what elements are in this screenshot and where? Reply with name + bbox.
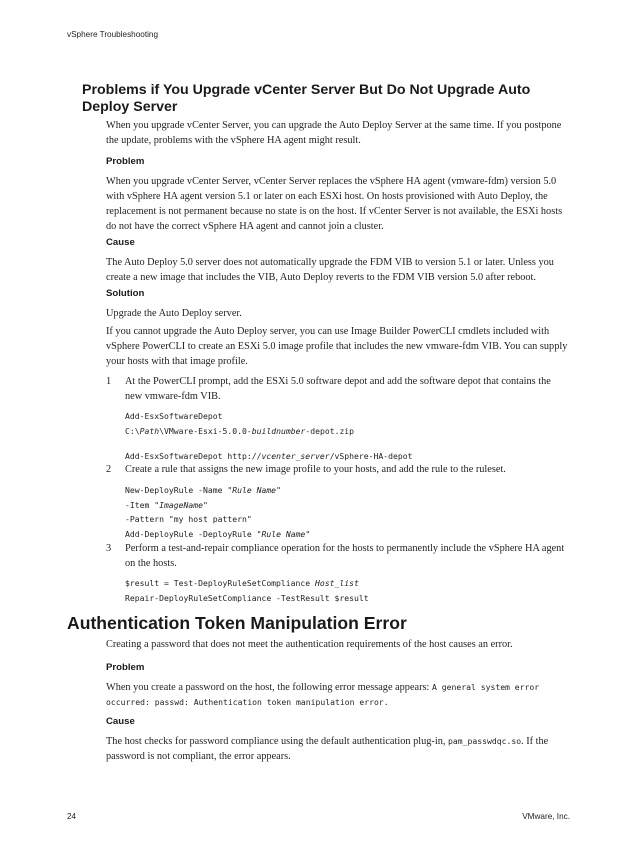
code-line: $result = Test-DeployRuleSetCompliance Host_list bbox=[125, 578, 359, 588]
cause-heading: Cause bbox=[106, 716, 135, 727]
publisher: VMware, Inc. bbox=[522, 812, 570, 821]
section1-intro bbox=[106, 118, 570, 148]
solution-heading: Solution bbox=[106, 288, 145, 299]
step-1 bbox=[125, 374, 570, 464]
cause-paragraph: The host checks for password compliance using the default authentication plug-in, pam_passwdqc.so. If the password is not compliant, the error appears. bbox=[106, 736, 549, 762]
code-line: C:\Path\VMware-Esxi-5.0.0-buildnumber-depot.zip bbox=[125, 425, 355, 436]
problem-heading: Problem bbox=[106, 156, 145, 167]
problem-block bbox=[106, 662, 570, 710]
problem-heading: Problem bbox=[106, 662, 145, 673]
cause-paragraph: The Auto Deploy 5.0 server does not automatically upgrade the FDM VIB to version 5.1 or later. Unless you create a new image that includes the VIB, Auto Deploy reverts to the FDM VIB version 5.0 after reboot. bbox=[106, 257, 554, 283]
code-block bbox=[125, 409, 570, 464]
problem-block bbox=[106, 156, 570, 234]
intro-paragraph: Creating a password that does not meet the authentication requirements of the host causes an error. bbox=[106, 639, 513, 650]
step-number: 3 bbox=[106, 543, 112, 554]
intro-paragraph: When you upgrade vCenter Server, you can upgrade the Auto Deploy Server at the same time. If you postpone the update, problems with the vSphere HA agent might result. bbox=[106, 120, 562, 146]
section2-intro bbox=[106, 637, 570, 652]
cause-block bbox=[106, 237, 570, 285]
section-title-auto-deploy: Problems if You Upgrade vCenter Server But Do Not Upgrade Auto Deploy Server bbox=[82, 82, 531, 115]
step-text: Create a rule that assigns the new image profile to your hosts, and add the rule to the ruleset. bbox=[125, 464, 506, 475]
plugin-name-code: pam_passwdqc.so bbox=[448, 736, 522, 746]
step-2 bbox=[125, 462, 570, 541]
solution-paragraph-1: Upgrade the Auto Deploy server. bbox=[106, 308, 242, 319]
cause-heading: Cause bbox=[106, 237, 135, 248]
running-header: vSphere Troubleshooting bbox=[67, 30, 159, 39]
page-number: 24 bbox=[67, 812, 77, 821]
code-line: Repair-DeployRuleSetCompliance -TestResult $result bbox=[125, 592, 369, 603]
solution-block bbox=[106, 288, 570, 369]
step-text: At the PowerCLI prompt, add the ESXi 5.0 software depot and add the software depot that contains the new vmware-fdm VIB. bbox=[125, 376, 551, 402]
problem-paragraph: When you upgrade vCenter Server, vCenter Server replaces the vSphere HA agent (vmware-fdm) version 5.0 with vSphere HA agent version 5.1 or later on each ESXi host. On hosts provisioned with Auto Deploy, the replacement is not permanent because no state is on the host. If vCenter Server is not available, the ESXi hosts do not have the correct vSphere HA agent and cannot join a cluster. bbox=[106, 176, 563, 232]
step-text: Perform a test-and-repair compliance operation for the hosts to permanently include the vSphere HA agent on the hosts. bbox=[125, 543, 565, 569]
section-title-auth-token: Authentication Token Manipulation Error bbox=[67, 613, 407, 633]
code-line: Add-EsxSoftwareDepot bbox=[125, 411, 223, 421]
code-line: -Pattern "my host pattern" bbox=[125, 514, 252, 525]
error-message-code: A general system error occurred: passwd: Authentication token manipulation error. bbox=[106, 682, 540, 707]
code-line: Add-DeployRule -DeployRule "Rule Name" bbox=[125, 528, 311, 539]
code-block bbox=[125, 576, 570, 605]
solution-paragraph-2: If you cannot upgrade the Auto Deploy server, you can use Image Builder PowerCLI cmdlets included with vSphere PowerCLI to create an ESXi 5.0 image profile that includes the new vmware-fdm VIB. You can supply your hosts with that image profile. bbox=[106, 326, 568, 367]
problem-paragraph: When you create a password on the host, the following error message appears: A general system error occurred: passwd: Authentication token manipulation error. bbox=[106, 682, 540, 707]
code-block bbox=[125, 483, 570, 541]
code-line: New-DeployRule -Name "Rule Name" bbox=[125, 485, 281, 495]
code-line: -Item "ImageName" bbox=[125, 499, 208, 510]
code-line: Add-EsxSoftwareDepot http://vcenter_server/vSphere-HA-depot bbox=[125, 451, 413, 462]
step-3 bbox=[125, 541, 570, 605]
step-number: 2 bbox=[106, 464, 112, 475]
cause-block bbox=[106, 716, 570, 764]
step-number: 1 bbox=[106, 376, 112, 387]
